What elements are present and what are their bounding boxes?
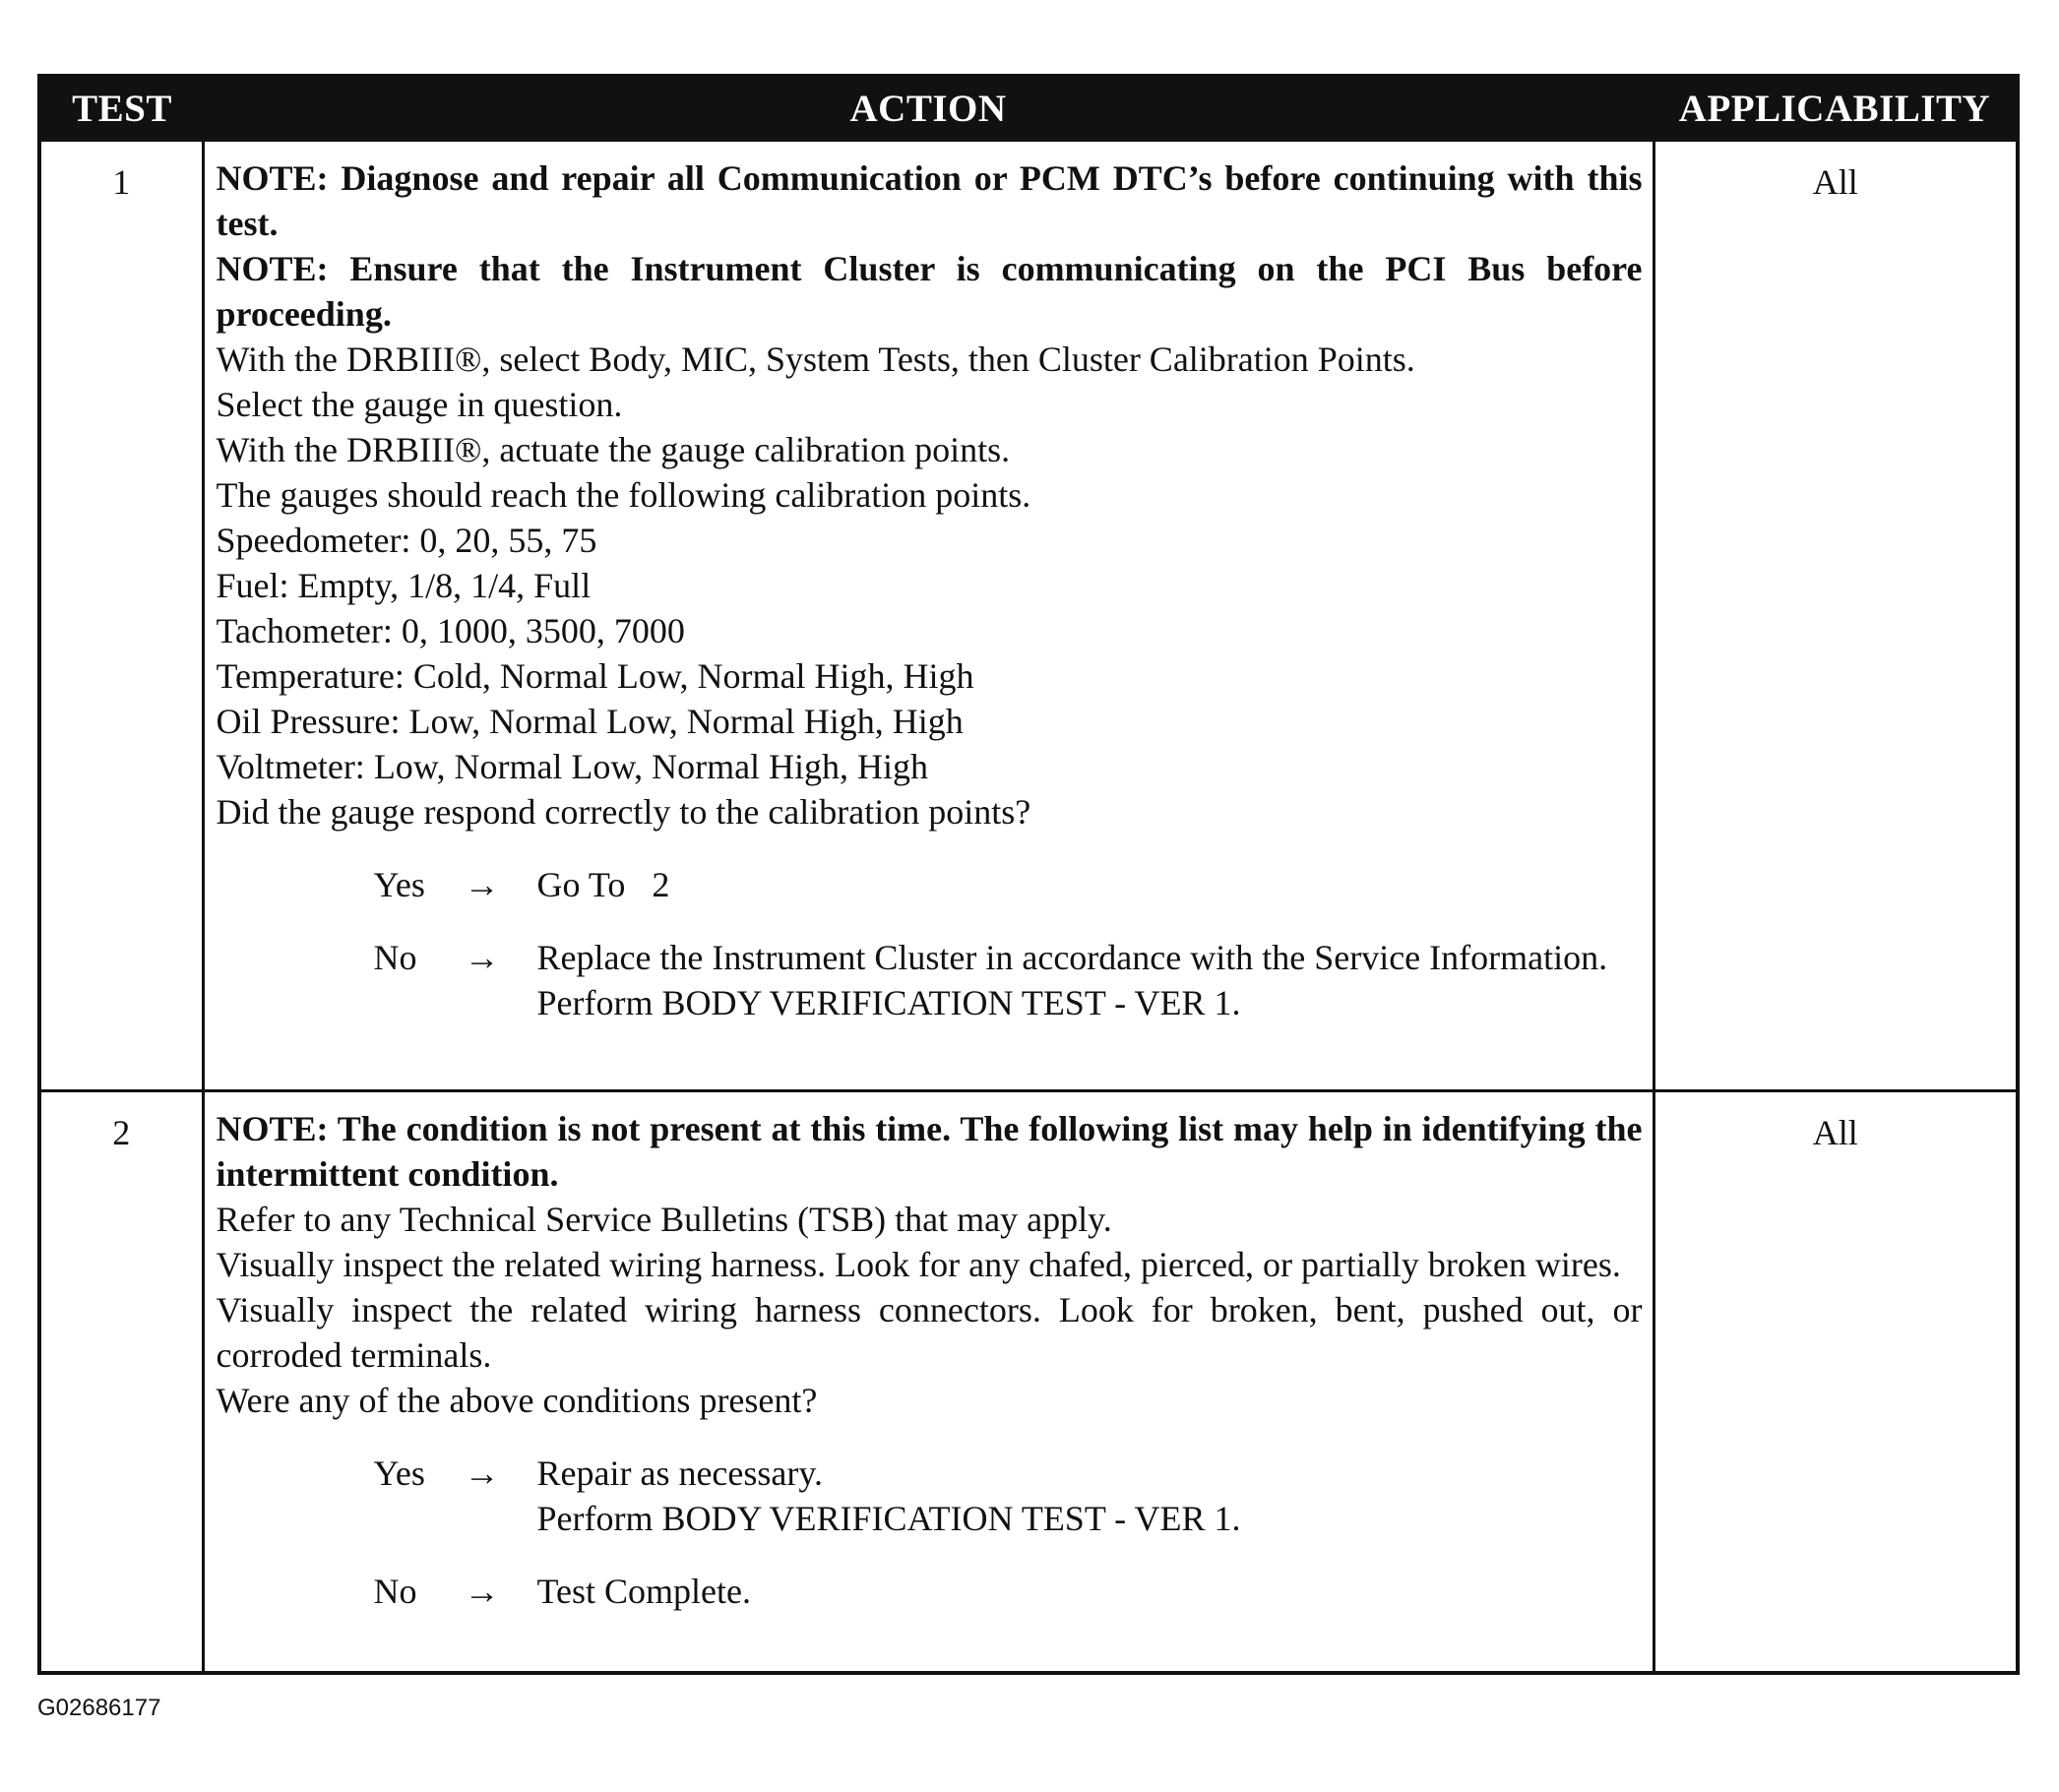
- diagnostic-test-table: [37, 74, 2020, 1675]
- result-body: [537, 1451, 1643, 1541]
- instruction-line: Visually inspect the related wiring harness. Look for any chafed, pierced, or partially broken wires.: [216, 1245, 1621, 1284]
- table-row: [39, 141, 2018, 1091]
- note-text: NOTE: Ensure that the Instrument Cluster is communicating on the PCI Bus before proceeding.: [216, 249, 1643, 334]
- note-text: NOTE: Diagnose and repair all Communication or PCM DTC’s before continuing with this test.: [216, 158, 1643, 243]
- figure-id: G02686177: [37, 1695, 161, 1721]
- result-label: No: [373, 1572, 417, 1611]
- result-line: Perform BODY VERIFICATION TEST - VER 1.: [536, 1499, 1241, 1538]
- instruction-line: Refer to any Technical Service Bulletins (TSB) that may apply.: [216, 1200, 1112, 1239]
- calibration-line: Tachometer: 0, 1000, 3500, 7000: [216, 611, 685, 650]
- result-line: Repair as necessary.: [536, 1453, 824, 1493]
- result-line: Go To 2: [536, 865, 670, 904]
- applicability-cell: All: [1653, 1091, 2018, 1674]
- calibration-line: Fuel: Empty, 1/8, 1/4, Full: [216, 566, 592, 605]
- result-label: Yes: [373, 865, 425, 904]
- result-label: No: [373, 938, 417, 977]
- result-no: [217, 1569, 1643, 1614]
- calibration-line: Speedometer: 0, 20, 55, 75: [216, 521, 597, 560]
- header-action: ACTION: [203, 76, 1653, 141]
- result-line: Replace the Instrument Cluster in accordance with the Service Information.: [536, 938, 1608, 977]
- table-row: [39, 1091, 2018, 1674]
- instruction-line: With the DRBIII®, select Body, MIC, System Tests, then Cluster Calibration Points.: [216, 340, 1415, 379]
- result-no: [217, 935, 1643, 1025]
- instruction-line: Visually inspect the related wiring harness connectors. Look for broken, bent, pushed out, or corroded terminals.: [216, 1290, 1643, 1375]
- instruction-line: Select the gauge in question.: [216, 385, 623, 424]
- result-line: Test Complete.: [536, 1572, 751, 1611]
- action-cell: [203, 141, 1653, 1091]
- result-yes: [217, 1451, 1643, 1541]
- instruction-line: With the DRBIII®, actuate the gauge calibration points.: [216, 430, 1011, 469]
- arrow-icon: →: [464, 1453, 500, 1493]
- result-body: [537, 862, 1643, 907]
- applicability-cell: All: [1653, 141, 2018, 1091]
- test-number: 1: [39, 141, 203, 1091]
- arrow-icon: →: [464, 938, 500, 977]
- calibration-line: Oil Pressure: Low, Normal Low, Normal High, High: [216, 702, 964, 741]
- action-cell: [203, 1091, 1653, 1674]
- question-line: Were any of the above conditions present?: [216, 1381, 818, 1420]
- instruction-line: The gauges should reach the following calibration points.: [216, 475, 1031, 515]
- arrow-icon: →: [464, 865, 500, 904]
- test-number: 2: [39, 1091, 203, 1674]
- result-label: Yes: [373, 1453, 425, 1493]
- question-line: Did the gauge respond correctly to the calibration points?: [216, 792, 1031, 832]
- header-applicability: APPLICABILITY: [1653, 76, 2018, 141]
- result-yes: [217, 862, 1643, 907]
- calibration-line: Temperature: Cold, Normal Low, Normal High, High: [216, 656, 974, 696]
- table-header-row: [39, 76, 2018, 141]
- arrow-icon: →: [464, 1572, 500, 1611]
- result-body: [537, 1569, 1643, 1614]
- header-test: TEST: [39, 76, 203, 141]
- result-body: [537, 935, 1643, 1025]
- note-text: NOTE: The condition is not present at this time. The following list may help in identifying the intermittent condition.: [216, 1109, 1643, 1194]
- calibration-line: Voltmeter: Low, Normal Low, Normal High, High: [216, 747, 929, 786]
- result-line: Perform BODY VERIFICATION TEST - VER 1.: [536, 983, 1241, 1022]
